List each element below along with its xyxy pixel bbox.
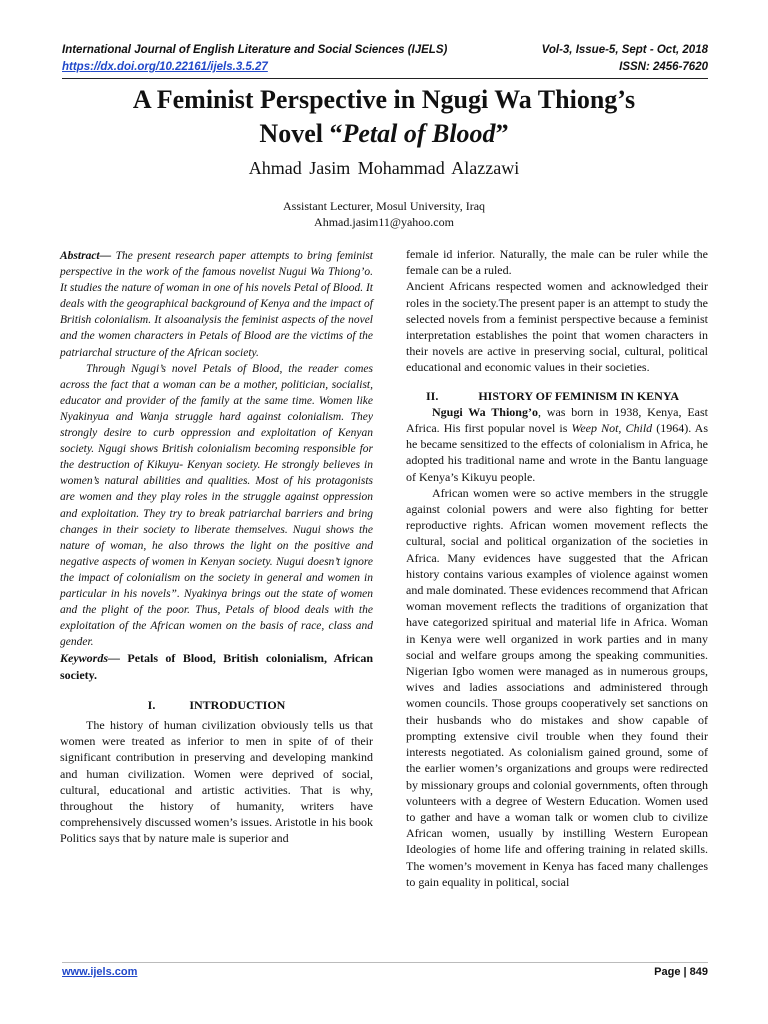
author-name: Ahmad Jasim Mohammad Alazzawi	[248, 158, 520, 178]
left-column	[60, 248, 373, 847]
abstract-label: Abstract—	[60, 250, 112, 262]
journal-name: International Journal of English Literature and Social Sciences (IJELS)	[62, 44, 448, 56]
doi-link[interactable]: https://dx.doi.org/10.22161/ijels.3.5.27	[62, 61, 268, 73]
journal-header	[62, 42, 708, 76]
section-heading-introduction: I. INTRODUCTION	[147, 697, 286, 712]
paper-title: A Feminist Perspective in Ngugi Wa Thiong’s Novel “Petal of Blood”	[132, 85, 636, 148]
right-paragraph-1: female id inferior. Naturally, the male can be ruler while the female can be a ruled.	[406, 247, 708, 278]
introduction-paragraph: The history of human civilization obviously tells us that women were treated as inferior to men in spite of of their significant contribution in preserving and developing mankind and human civilization. Women were deprived of social, cultural, educational and artistic activities. That is why, throughout the history of humanity, writers have comprehensively discussed women’s issues. Aristotle in his book Politics says that by nature male is superior and	[60, 717, 373, 846]
history-paragraph-2: African women were so active members in the struggle against colonial powers and were also fighting for better reproductive rights. African women movement reflects the cultural, social and political organization of the societies in Africa. Many evidences have suggested that the African history contains various examples of violence against women and male dominated. These evidences recommend that African woman movement reflects the traditions of organization that have categorized spiritual and material life in Africa. Woman in Kenya were well organized in work parties and in many social and welfare groups among the speaking communities. Nigerian Igbo women were managed as in numerous groups, wives and ladies associations and administered through women councils. Those groups cooperatively set sanctions on their husbands who do mistakes and show capable of prompting extensive civil trouble when they found their interests negotiated. As colonialism gained ground, some of the earlier women’s organizations and groups were redirected by missionary groups and colonial governments, often through volunteers with a degree of Western Education. Women used to gather and have a woman talk or women club to civilize African women, usually by instilling Western European Ideologies of home life and offering training in related skills. The women’s movement in Kenya has faced many challenges to gain equality in political, social	[406, 485, 708, 889]
section-heading-history: II. HISTORY OF FEMINISM IN KENYA	[426, 388, 680, 403]
right-paragraph-2: Ancient Africans respected women and acknowledged their roles in the society.The present paper is an attempt to study the selected novels from a feminist perspective because a feminist interpretation establishes the point that women characters in their novels are active in preserving social, cultural, political educational and economic values in their societies.	[406, 279, 708, 375]
affiliation: Assistant Lecturer, Mosul University, Iraq	[282, 199, 486, 213]
issn: ISSN: 2456-7620	[619, 61, 708, 73]
abstract	[60, 248, 373, 650]
affiliation-block	[40, 198, 728, 230]
keywords: Keywords— Petals of Blood, British colonialism, African society.	[60, 651, 373, 682]
page-number: Page | 849	[654, 966, 708, 978]
journal-website-link[interactable]: www.ijels.com	[62, 966, 138, 978]
author-email: Ahmad.jasim11@yahoo.com	[314, 215, 454, 229]
right-column	[406, 246, 708, 890]
abstract-paragraph-1: The present research paper attempts to bring feminist perspective in the work of the famous novelist Nugui Wa Thiong’o. It studies the nature of woman in one of his novels Petal of Blood. It deals with the geographical background of Kenya and the impact of British colonialism. It alsoanalysis the feminist aspects of the novel and the women characters in Petals of Blood are the victims of the patriarchal structure of the African society.	[60, 250, 373, 359]
abstract-paragraph-2: Through Ngugi’s novel Petals of Blood, the reader comes across the fact that a woman can be a mother, politician, socialist, educator and provider of the family at the same time. Women like Nyakinyua and Wanja struggle hard against colonialism. They strongly desire to curb oppression and exploitation of Kenyan society. Ngugi shows British colonialism becoming responsible for the destruction of Kikuyu- Kenyan society. He strongly believes in women’s natural abilities and qualities. Most of his protagonists are women and they play roles in the struggle against oppression and exploitation. They try to break patriarchal barriers and bring changes in their society to liberate themselves. Nugui shows the nature of woman, he also throws the light on the positive and negative aspects of women in Kenyan society. Nugui doesn’t ignore the impact of colonialism on the society in general and women in particular in his novels”. Nyakinya brings out the state of women and the plight of the poor. Thus, Petals of blood deals with the exploitation of the African women on the basis of race, class and gender.	[60, 362, 373, 649]
header-divider	[62, 78, 708, 79]
page-footer	[62, 966, 708, 978]
volume-issue: Vol-3, Issue-5, Sept - Oct, 2018	[541, 44, 708, 56]
footer-divider	[62, 962, 708, 963]
history-paragraph-1: Ngugi Wa Thiong’o, was born in 1938, Kenya, East Africa. His first popular novel is Weep Not, Child (1964). As he became sensitized to the effects of colonialism in Africa, he adopted his traditional name and wrote in the Bantu language of Kenya’s Kikuyu people.	[406, 404, 708, 484]
